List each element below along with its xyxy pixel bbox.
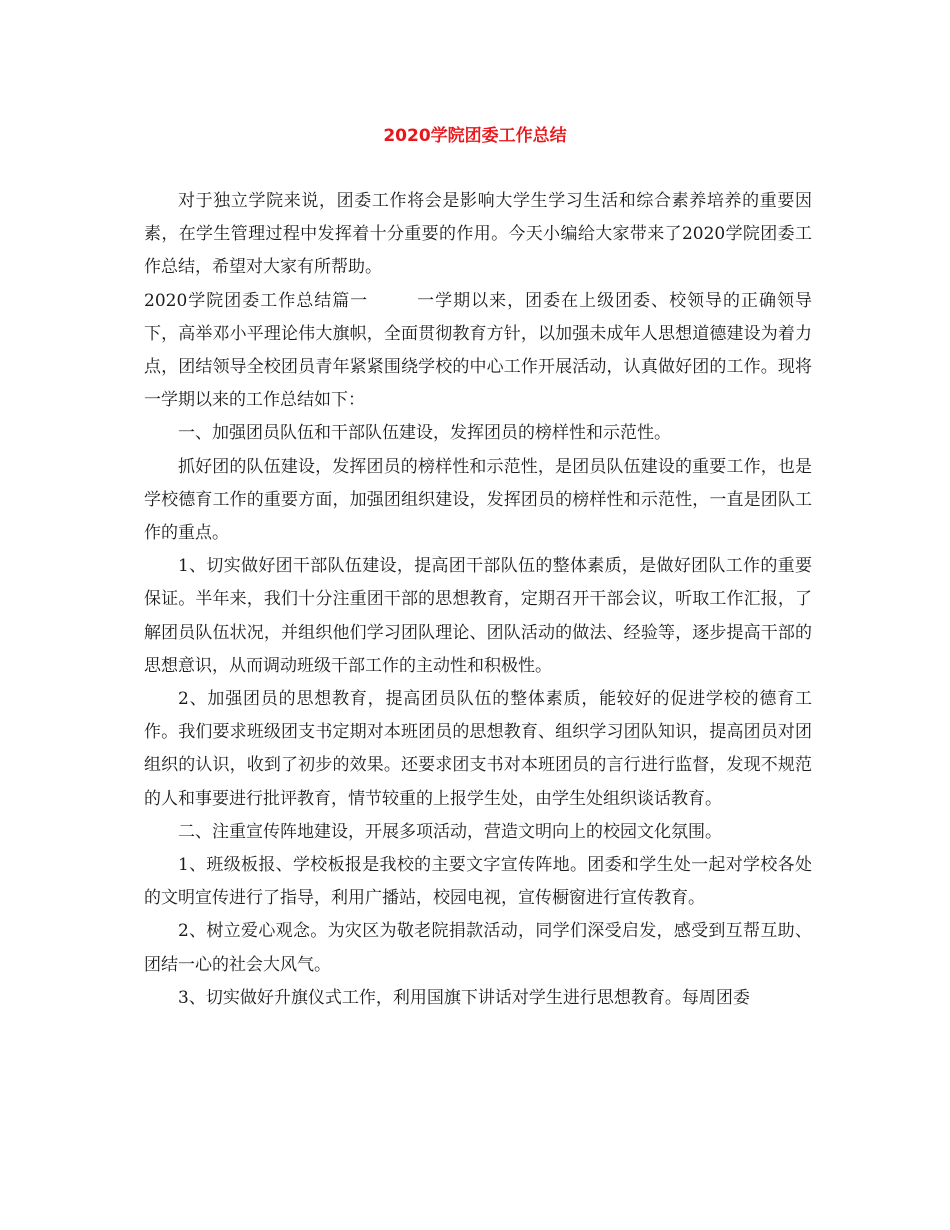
heading-two: 二、注重宣传阵地建设，开展多项活动，营造文明向上的校园文化氛围。 (178, 821, 722, 842)
document-title: 2020学院团委工作总结 (383, 126, 567, 146)
item-paragraph: 2、加强团员的思想教育，提高团员队伍的整体素质，能较好的促进学校的德育工作。我们要求班级团支书定期对本班团员的思想教育、组织学习团队知识，提高团员对团组织的认识，收到了初步的效果。还要求团支书对本班团员的言行进行监督，发现不规范的人和事要进行批评教育，情节较重的上报学生处，由学生处组织谈话教育。 (144, 689, 812, 809)
section-heading: 2020学院团委工作总结篇一 (144, 290, 369, 311)
item-paragraph: 2、树立爱心观念。为灾区为敬老院捐款活动，同学们深受启发，感受到互帮互助、团结一心的社会大风气。 (144, 921, 812, 975)
item-paragraph: 1、切实做好团干部队伍建设，提高团干部队伍的整体素质，是做好团队工作的重要保证。半年来，我们十分注重团干部的思想教育，定期召开干部会议，听取工作汇报，了解团员队伍状况，并组织他们学习团队理论、团队活动的做法、经验等，逐步提高干部的思想意识，从而调动班级干部工作的主动性和积极性。 (144, 556, 812, 676)
heading-one: 一、加强团员队伍和干部队伍建设，发挥团员的榜样性和示范性。 (178, 423, 671, 444)
intro-paragraph: 对于独立学院来说，团委工作将会是影响大学生学习生活和综合素养培养的重要因素，在学生管理过程中发挥着十分重要的作用。今天小编给大家带来了2020学院团委工作总结，希望对大家有所帮助。 (144, 191, 812, 278)
section-lead: 一学期以来，团委在上级团委、校领导的正确领导下，高举邓小平理论伟大旗帜，全面贯彻教育方针，以加强未成年人思想道德建设为着力点，团结领导全校团员青年紧紧围绕学校的中心工作开展活动，认真做好团的工作。现将一学期以来的工作总结如下： (144, 290, 813, 411)
section-paragraph (144, 285, 812, 418)
item-paragraph: 3、切实做好升旗仪式工作，利用国旗下讲话对学生进行思想教育。每周团委 (178, 987, 750, 1008)
item-paragraph: 1、班级板报、学校板报是我校的主要文字宣传阵地。团委和学生处一起对学校各处的文明宣传进行了指导，利用广播站，校园电视，宣传橱窗进行宣传教育。 (144, 855, 812, 909)
body-paragraph: 抓好团的队伍建设，发挥团员的榜样性和示范性，是团员队伍建设的重要工作，也是学校德育工作的重要方面，加强团组织建设，发挥团员的榜样性和示范性，一直是团队工作的重点。 (144, 456, 812, 544)
document-body (144, 185, 812, 1015)
